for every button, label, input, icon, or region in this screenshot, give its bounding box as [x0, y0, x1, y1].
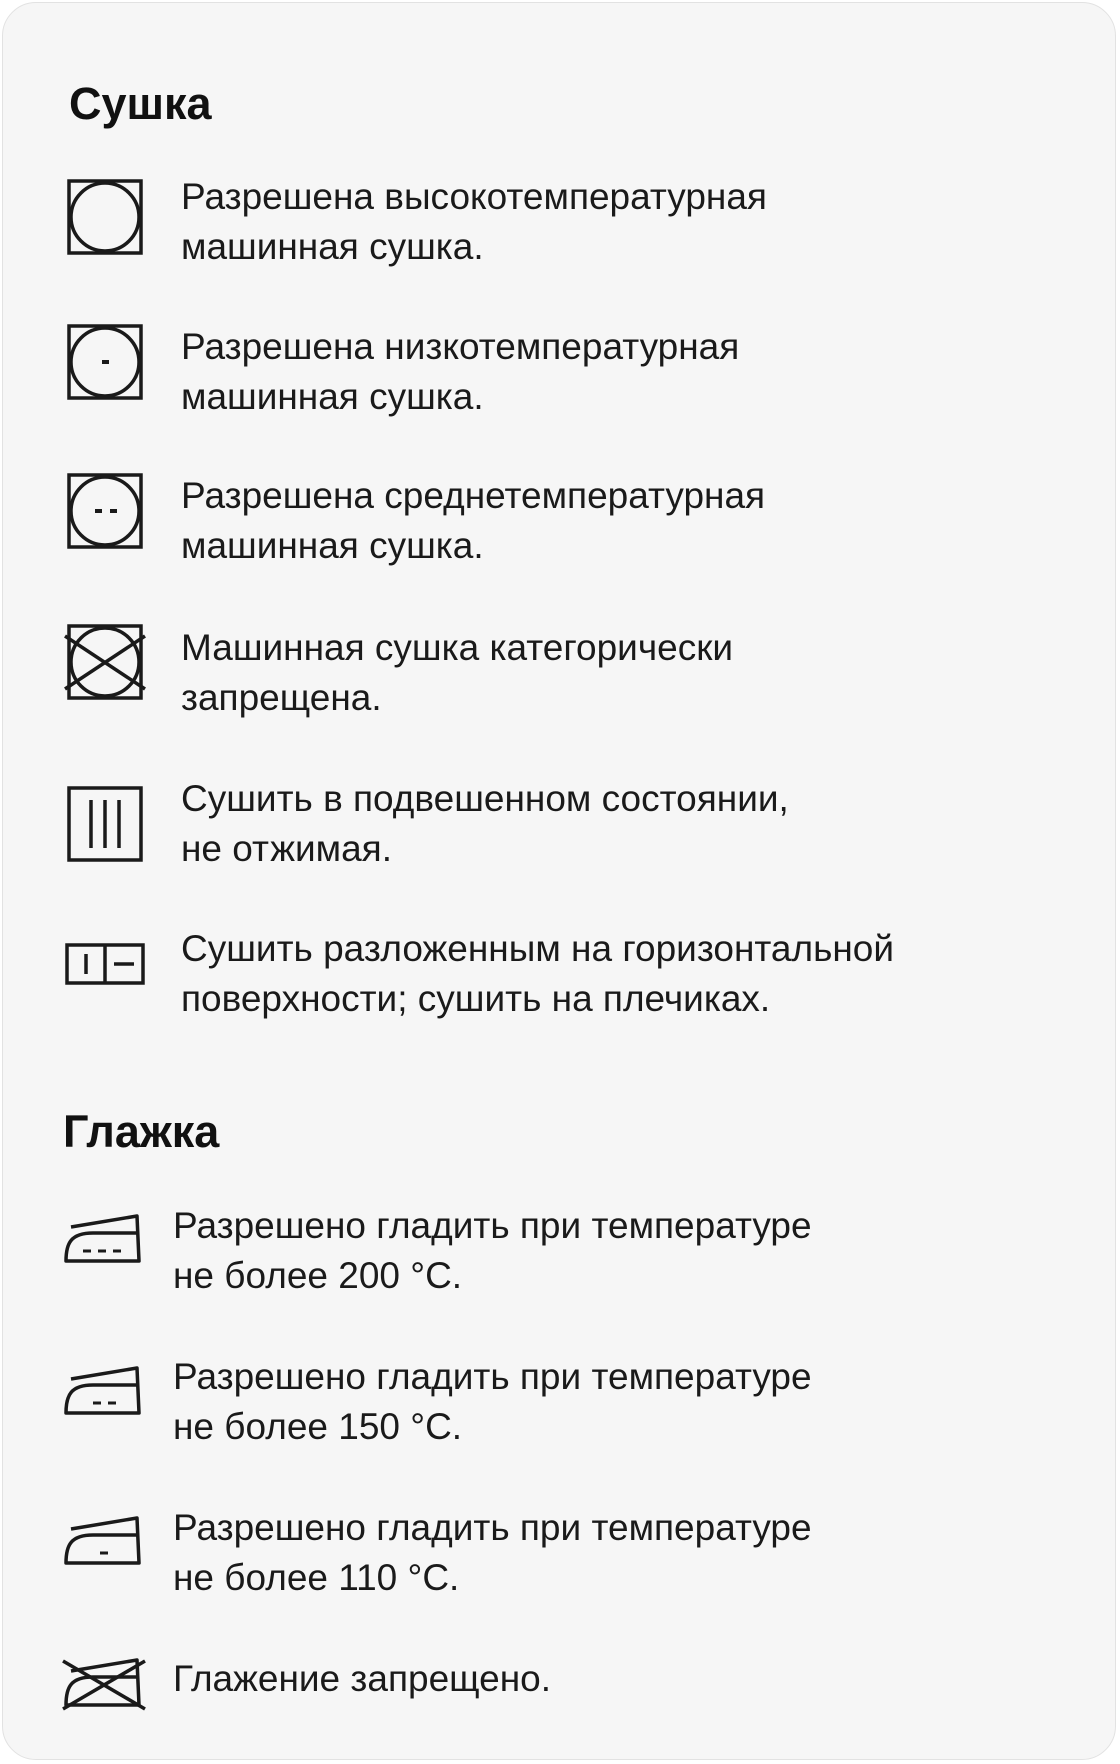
do-not-tumble-dry-icon — [63, 623, 147, 701]
ironing-item-1-text: Разрешено гладить при температуре не более 200 °С. — [173, 1205, 812, 1296]
drip-dry-icon — [67, 786, 143, 862]
iron-high-icon — [63, 1213, 143, 1265]
drying-item-4-text: Машинная сушка категорически запрещена. — [181, 627, 734, 718]
iron-medium-icon — [63, 1365, 143, 1417]
tumble-dry-medium-icon — [67, 473, 143, 549]
iron-low-icon — [63, 1515, 143, 1567]
drying-item-1-text: Разрешена высокотемпературная машинная сушка. — [181, 176, 767, 267]
drying-item-5-text: Сушить в подвешенном состоянии, не отжимая. — [181, 778, 789, 869]
care-instructions-card — [2, 2, 1116, 1760]
dry-flat-icon — [65, 943, 145, 985]
ironing-section-title: Глажка — [63, 1106, 220, 1157]
ironing-item-2-text: Разрешено гладить при температуре не более 150 °С. — [173, 1356, 812, 1447]
drying-section-title: Сушка — [69, 78, 212, 129]
drying-item-2-text: Разрешена низкотемпературная машинная сушка. — [181, 326, 740, 417]
drying-item-3-text: Разрешена среднетемпературная машинная сушка. — [181, 475, 766, 566]
ironing-item-4-text: Глажение запрещено. — [173, 1658, 552, 1699]
drying-item-6-text: Сушить разложенным на горизонтальной поверхности; сушить на плечиках. — [181, 928, 895, 1019]
tumble-dry-high-icon — [67, 179, 143, 255]
tumble-dry-low-icon — [67, 324, 143, 400]
ironing-item-3-text: Разрешено гладить при температуре не более 110 °С. — [173, 1507, 812, 1598]
do-not-iron-icon — [61, 1655, 147, 1711]
